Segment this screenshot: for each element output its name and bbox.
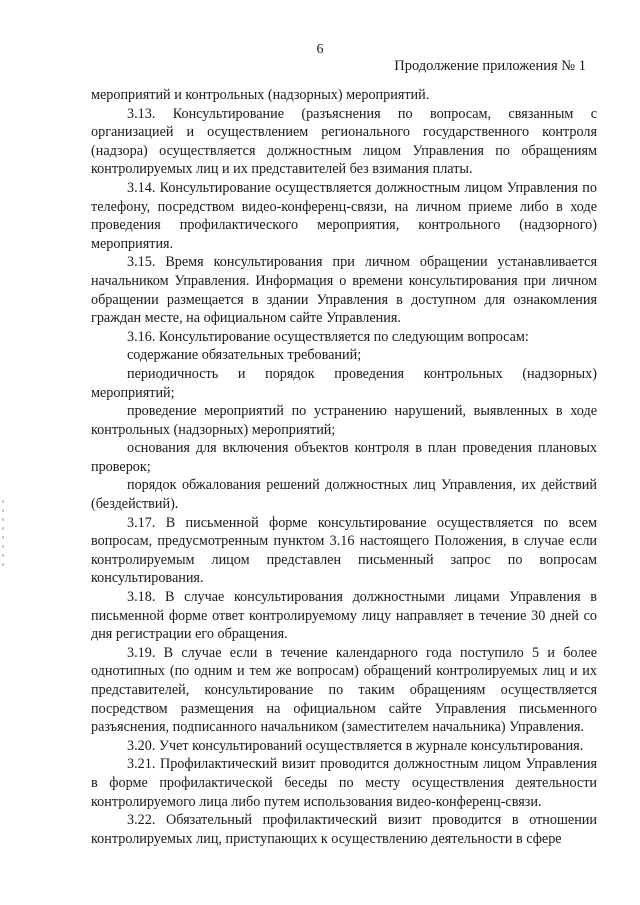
paragraph-3-22: 3.22. Обязательный профилактический визит проводится в отношении контролируемых лиц, приступающих к осуществлению деятельности в сфере xyxy=(91,812,597,847)
paragraph-3-16: 3.16. Консультирование осуществляется по следующим вопросам: xyxy=(127,328,529,345)
list-item-periodicity: периодичность и порядок проведения контрольных (надзорных) мероприятий; xyxy=(91,365,597,401)
document-body xyxy=(91,86,597,848)
appendix-continuation-label: Продолжение приложения № 1 xyxy=(394,58,586,74)
paragraph-3-20: 3.20. Учет консультирований осуществляется в журнале консультирования. xyxy=(127,737,584,754)
paragraph-3-21: 3.21. Профилактический визит проводится должностным лицом Управления в форме профилактической беседы по месту осуществления деятельности контролируемого лица либо путем использования видео-конференц-связи. xyxy=(91,756,597,810)
paragraph-3-17: 3.17. В письменной форме консультирование осуществляется по всем вопросам, предусмотренным пунктом 3.16 настоящего Положения, в случае если контролируемым лицом представлен письменный запрос по вопросам консультирования. xyxy=(91,514,597,587)
paragraph-3-19: 3.19. В случае если в течение календарного года поступило 5 и более однотипных (по одним и тем же вопросам) обращений контролируемых лиц и их представителей, консультирование по таким обращениям осуществляется посредством размещения на официальном сайте Управления письменного разъяснения, подписанного начальником (заместителем начальника) Управления. xyxy=(91,644,597,736)
paragraph-continuation: мероприятий и контрольных (надзорных) мероприятий. xyxy=(91,87,430,103)
list-item-appeal: порядок обжалования решений должностных лиц Управления, их действий (бездействий). xyxy=(91,477,597,513)
paragraph-3-13: 3.13. Консультирование (разъяснения по вопросам, связанным с организацией и осуществлением регионального государственного контроля (надзора) осуществляется должностным лицом Управления по обращениям контролируемых лиц и их представителей без взимания платы. xyxy=(91,105,597,178)
page-number: 6 xyxy=(316,42,324,57)
list-item-plan-inclusion: основания для включения объектов контроля в план проведения плановых проверок; xyxy=(91,440,597,475)
scan-edge-mark xyxy=(2,500,4,570)
paragraph-3-18: 3.18. В случае консультирования должностными лицами Управления в письменной форме ответ контролируемому лицу направляет в течение 30 дней со дня регистрации его обращения. xyxy=(91,589,597,643)
list-item-requirements: содержание обязательных требований; xyxy=(127,347,362,364)
paragraph-3-14: 3.14. Консультирование осуществляется должностным лицом Управления по телефону, посредством видео-конференц-связи, на личном приеме либо в ходе проведения профилактического мероприятия, контрольного (надзорного) мероприятия. xyxy=(91,179,597,252)
paragraph-3-15: 3.15. Время консультирования при личном обращении устанавливается начальником Управления. Информация о времени консультирования при личном обращении размещается в здании Управления в доступном для ознакомления граждан месте, на официальном сайте Управления. xyxy=(91,254,597,327)
list-item-remediation: проведение мероприятий по устранению нарушений, выявленных в ходе контрольных (надзорных) мероприятий; xyxy=(91,403,597,438)
